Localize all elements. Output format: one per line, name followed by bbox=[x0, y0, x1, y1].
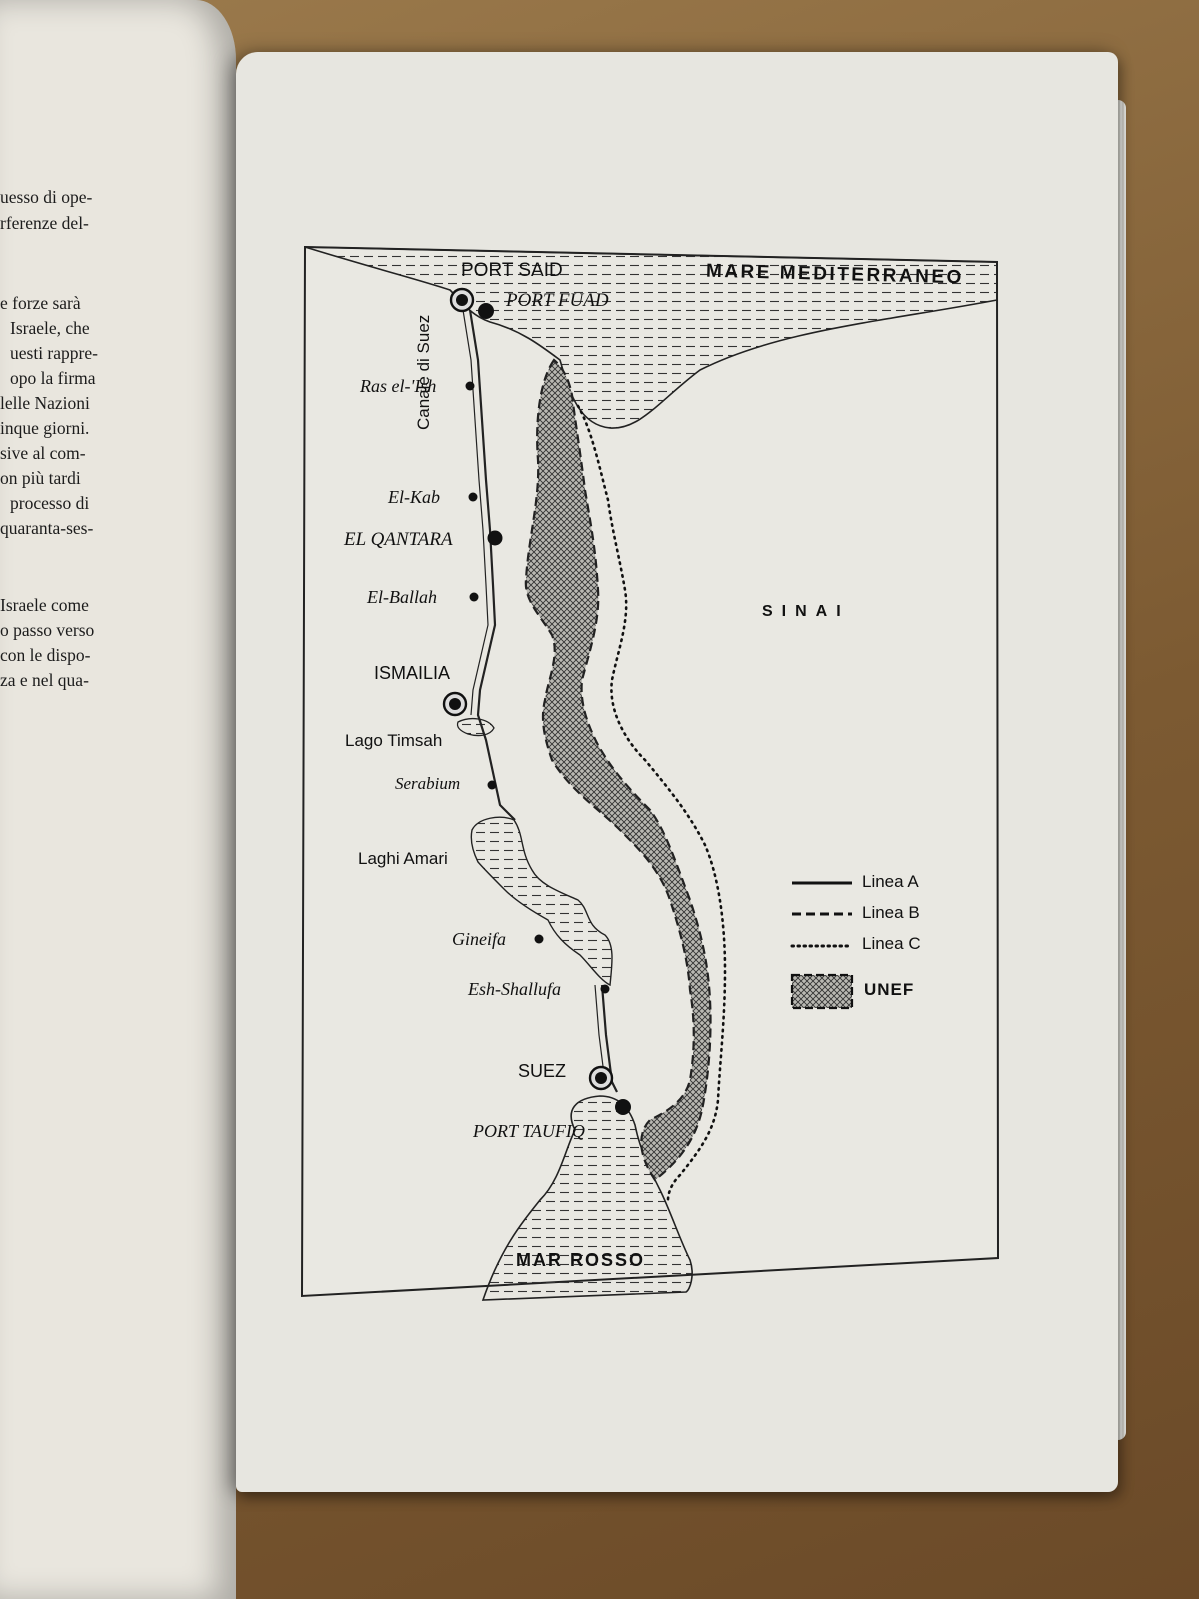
el-qantara-marker bbox=[488, 531, 503, 546]
left-line: lelle Nazioni bbox=[0, 393, 90, 413]
lago-timsah-label: Lago Timsah bbox=[345, 731, 443, 750]
port-taufiq-marker bbox=[615, 1099, 631, 1115]
left-line: con le dispo- bbox=[0, 645, 91, 665]
legend-label: UNEF bbox=[864, 980, 915, 999]
left-line: opo la firma bbox=[10, 368, 96, 388]
suez-label: SUEZ bbox=[518, 1061, 567, 1081]
sinai-label: SINAI bbox=[762, 603, 850, 620]
left-line: za e nel qua- bbox=[0, 670, 89, 690]
gineifa-label: Gineifa bbox=[452, 929, 506, 949]
ismailia-marker-core bbox=[449, 698, 461, 710]
el-ballah-marker bbox=[470, 593, 479, 602]
suez-marker-core bbox=[595, 1072, 607, 1084]
ras-el-ish-marker bbox=[466, 382, 475, 391]
left-line: e forze sarà bbox=[0, 293, 81, 313]
red-sea-label: MAR ROSSO bbox=[516, 1250, 646, 1270]
legend-label: Linea B bbox=[862, 903, 920, 922]
el-kab-label: El-Kab bbox=[388, 487, 440, 507]
port-fuad-marker bbox=[478, 303, 494, 319]
esh-shallufa-marker bbox=[601, 985, 610, 994]
left-line: o passo verso bbox=[0, 620, 95, 640]
ras-el-ish-label: Ras el-'Ish bbox=[360, 376, 437, 396]
esh-shallufa-label: Esh-Shallufa bbox=[468, 979, 561, 999]
port-fuad-label: PORT FUAD bbox=[506, 290, 609, 311]
el-ballah-label: El-Ballah bbox=[367, 587, 437, 607]
legend-hatched-symbol bbox=[792, 975, 852, 1008]
left-line: uesti rappre- bbox=[10, 343, 98, 363]
left-line: Israele, che bbox=[10, 318, 90, 338]
port-said-label: PORT SAID bbox=[461, 260, 563, 281]
left-line: inque giorni. bbox=[0, 418, 90, 438]
serabium-marker bbox=[488, 781, 497, 790]
left-line: rferenze del- bbox=[0, 213, 89, 233]
mediterranean-label: MARE MEDITERRANEO bbox=[705, 260, 965, 289]
laghi-amari-label: Laghi Amari bbox=[358, 849, 448, 868]
left-line: on più tardi bbox=[0, 468, 81, 488]
canal-label: Canale di Suez bbox=[414, 314, 433, 430]
left-line: quaranta-ses- bbox=[0, 518, 94, 538]
left-line: sive al com- bbox=[0, 443, 86, 463]
port-taufiq-label: PORT TAUFIQ bbox=[473, 1121, 585, 1141]
left-line: processo di bbox=[10, 493, 90, 513]
left-line: Israele come bbox=[0, 595, 89, 615]
el-qantara-label: EL QANTARA bbox=[344, 529, 453, 550]
legend-label: Linea C bbox=[862, 934, 921, 953]
left-line: uesso di ope- bbox=[0, 187, 93, 207]
el-kab-marker bbox=[469, 493, 478, 502]
ismailia-label: ISMAILIA bbox=[374, 663, 451, 683]
gineifa-marker bbox=[535, 935, 544, 944]
serabium-label: Serabium bbox=[395, 774, 461, 793]
legend-label: Linea A bbox=[862, 872, 919, 891]
port-said-marker-core bbox=[456, 294, 468, 306]
